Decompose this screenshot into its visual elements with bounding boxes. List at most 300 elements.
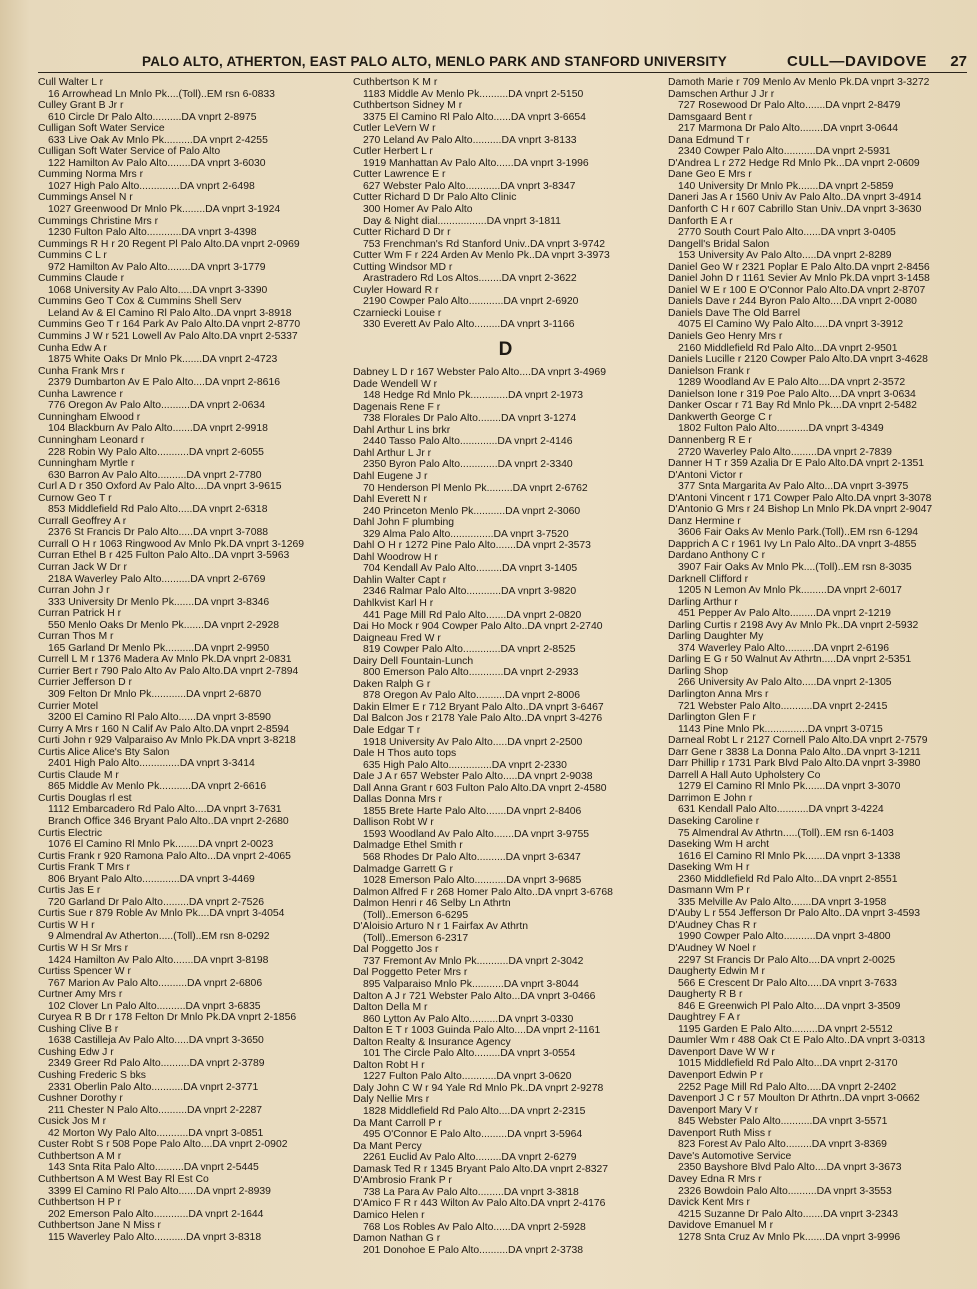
listing-line: Dane Geo E Mrs r	[668, 169, 752, 181]
listing-line: 115 Waverley Palo Alto...........DA vnprt 3-8318	[48, 1231, 262, 1243]
listing-line: 70 Henderson Pl Menlo Pk.........DA vnprt 2-6762	[363, 482, 588, 494]
listing-line: Cuthbertson K M r	[353, 77, 438, 88]
listing-line: 2331 Oberlin Palo Alto...........DA vnprt 2-3771	[48, 1081, 259, 1093]
listing-line: Curran Thos M r	[38, 631, 114, 643]
listing-line: 1227 Fulton Palo Alto............DA vnprt 3-0620	[363, 1071, 572, 1083]
listing-line: 704 Kendall Av Palo Alto.........DA vnprt 3-1405	[363, 563, 578, 575]
listing-line: Daniel Geo W r 2321 Poplar E Palo Alto.DA vnprt 2-8456	[668, 261, 930, 273]
listing-line: D'Antoni Vincent r 171 Cowper Palo Alto.DA vnprt 3-3078	[668, 492, 932, 504]
listing-line: Curtis Sue r 879 Roble Av Mnlo Pk....DA vnprt 3-4054	[38, 908, 285, 920]
listing-line: 800 Emerson Palo Alto............DA vnprt 2-2933	[363, 667, 579, 679]
listing-line: 2376 St Francis Dr Palo Alto.....DA vnprt 3-7088	[48, 527, 269, 539]
listing-line: Davidove Emanuel M r	[668, 1220, 774, 1232]
listing-line: 4075 El Camino Wy Palo Alto.....DA vnprt 3-3912	[678, 319, 904, 331]
listing-line: Dahl Arthur L Jr r	[353, 447, 432, 459]
listing-line: 727 Rosewood Dr Palo Alto.......DA vnprt 2-8479	[678, 100, 901, 112]
listing-line: Dahlkvist Karl H r	[353, 597, 434, 609]
listing-line: D'Ambrosio Frank P r	[353, 1175, 452, 1187]
listing-line: 1027 Greenwood Dr Mnlo Pk........DA vnprt 3-1924	[48, 204, 281, 216]
listing-line: 1289 Woodland Av E Palo Alto....DA vnprt 2-3572	[678, 377, 906, 389]
listing-line: 860 Lytton Av Palo Alto..........DA vnprt 3-0330	[363, 1013, 574, 1025]
listing-line: 122 Hamilton Av Palo Alto........DA vnprt 3-6030	[48, 157, 266, 169]
listing-line: 2770 South Court Palo Alto......DA vnprt 3-0405	[678, 227, 896, 239]
listing-line: Curtis W H Sr Mrs r	[38, 943, 129, 955]
listing-line: Daly Nellie Mrs r	[353, 1094, 430, 1106]
listing-line: 165 Garland Dr Menlo Pk..........DA vnprt 2-9950	[48, 642, 270, 654]
listing-line: 631 Kendall Palo Alto...........DA vnprt 3-4224	[678, 804, 884, 816]
listing-line: 1205 N Lemon Av Mnlo Pk.........DA vnprt 2-6017	[678, 585, 902, 597]
listing-line: Cuthbertson Sidney M r	[353, 100, 463, 112]
listing-line: Daniels Geo Henry Mrs r	[668, 331, 783, 343]
listing-line: 143 Snta Rita Palo Alto..........DA vnprt 2-5445	[48, 1162, 259, 1174]
listing-line: Cunha Edw A r	[38, 342, 107, 354]
listing-line: Curyea R B Dr r 178 Felton Dr Mnlo Pk.DA vnprt 2-1856	[38, 1012, 297, 1024]
listing-line: Cunningham Leonard r	[38, 434, 145, 446]
listing-line: 972 Hamilton Av Palo Alto........DA vnprt 3-1779	[48, 261, 266, 273]
listing-line: Curran John J r	[38, 585, 110, 597]
listing-line: 1278 Snta Cruz Av Mnlo Pk.......DA vnprt 3-9996	[678, 1231, 901, 1243]
listing-line: Damoth Marie r 709 Menlo Av Menlo Pk.DA vnprt 3-3272	[668, 77, 930, 88]
listing-line: 1068 University Av Palo Alto.....DA vnprt 3-3390	[48, 284, 268, 296]
listing-line: Dalmadge Ethel Smith r	[353, 840, 463, 852]
listing-line: 819 Cowper Palo Alto.............DA vnprt 2-8525	[363, 644, 576, 656]
listing-line: Dai Ho Mock r 904 Cowper Palo Alto..DA vnprt 2-2740	[353, 621, 603, 633]
listing-line: Dahl John F plumbing	[353, 517, 455, 529]
listing-line: Cumming Norma Mrs r	[38, 169, 144, 181]
listing-line: 2349 Greer Rd Palo Alto..........DA vnprt 2-3789	[48, 1058, 265, 1070]
listing-line: Daseking Wm H archt	[668, 839, 770, 851]
listing-line: Curtis Alice Alice's Bty Salon	[38, 746, 170, 758]
listing-line: Daniels Dave r 244 Byron Palo Alto....DA vnprt 2-0080	[668, 296, 917, 308]
listing-line: Danielson Frank r	[668, 365, 751, 377]
listing-line: 75 Almendral Av Athrtn.....(Toll)..EM rsn 6-1403	[678, 827, 894, 839]
listing-line: Cuthbertson A M r	[38, 1150, 122, 1162]
listing-line: 309 Felton Dr Mnlo Pk............DA vnprt 2-6870	[48, 688, 262, 700]
listing-line: 1919 Manhattan Av Palo Alto......DA vnprt 3-1996	[363, 157, 589, 169]
listing-line: Dallas Donna Mrs r	[353, 794, 442, 806]
listing-line: 1279 El Camino Rl Mnlo Pk.......DA vnprt 3-3070	[678, 781, 901, 793]
listing-line: 495 O'Connor E Palo Alto.........DA vnprt 3-5964	[363, 1129, 583, 1141]
listing-line: Curran Patrick H r	[38, 608, 122, 620]
listing-line: D'Auby L r 554 Jefferson Dr Palo Alto..DA vnprt 3-4593	[668, 908, 921, 920]
listing-line: Dale H Thos auto tops	[353, 748, 457, 760]
listing-line: 2261 Euclid Av Palo Alto.........DA vnprt 2-6279	[363, 1152, 577, 1164]
listing-line: Darling Curtis r 2198 Avy Av Mnlo Pk..DA vnprt 2-5932	[668, 619, 919, 631]
listing-line: Dahl Eugene J r	[353, 470, 428, 482]
listing-line: 1802 Fulton Palo Alto...........DA vnprt 3-4349	[678, 423, 884, 435]
listing-line: Dagenais Rene F r	[353, 401, 441, 413]
listing-line: Daughtrey F A r	[668, 1012, 741, 1024]
listing-line: Daugherty R B r	[668, 989, 743, 1001]
listing-line: 566 E Crescent Dr Palo Alto.....DA vnprt 3-7633	[678, 977, 897, 989]
listing-line: 1616 El Camino Rl Mnlo Pk.......DA vnprt 3-1338	[678, 850, 901, 862]
listing-line: Damon Nathan G r	[353, 1233, 441, 1245]
listing-line: Daugherty Edwin M r	[668, 966, 766, 978]
listing-line: 300 Homer Av Palo Alto	[363, 204, 473, 216]
listing-line: Currall O H r 1063 Ringwood Av Mnlo Pk.DA vnprt 3-1269	[38, 538, 305, 550]
listing-line: Dall Anna Grant r 603 Fulton Palo Alto.DA vnprt 2-4580	[353, 782, 607, 794]
listing-line: Arastradero Rd Los Altos........DA vnprt 2-3622	[363, 273, 577, 285]
listing-line: Cushing Frederic S bks	[38, 1070, 146, 1082]
listing-column-3	[668, 77, 967, 1285]
listing-line: Da Mant Percy	[353, 1140, 422, 1152]
listing-line: 217 Marmona Dr Palo Alto........DA vnprt 3-0644	[678, 123, 899, 135]
listing-line: D'Aloisio Arturo N r 1 Fairfax Av Athrtn	[353, 921, 529, 933]
listing-line: Davenport Dave W W r	[668, 1046, 775, 1058]
listing-line: Darknell Clifford r	[668, 573, 749, 585]
listing-line: Daken Ralph G r	[353, 678, 431, 690]
listing-line: Darrimon E John r	[668, 792, 753, 804]
listing-line: 776 Oregon Av Palo Alto..........DA vnprt 2-0634	[48, 400, 265, 412]
listing-line: Da Mant Carroll P r	[353, 1117, 442, 1129]
listing-line: 1112 Embarcadero Rd Palo Alto....DA vnprt 3-7631	[48, 804, 282, 816]
listing-line: (Toll)..Emerson 6-6295	[363, 909, 469, 921]
listing-line: 627 Webster Palo Alto............DA vnprt 3-8347	[363, 180, 576, 192]
listing-line: Cunha Lawrence r	[38, 388, 123, 400]
listing-line: Dave's Automotive Service	[668, 1150, 792, 1162]
listing-line: Curnow Geo T r	[38, 492, 112, 504]
listing-line: Darling Shop	[668, 665, 729, 677]
listing-line: 738 La Para Av Palo Alto.........DA vnprt 3-3818	[363, 1186, 579, 1198]
listing-line: Cuthbertson Jane N Miss r	[38, 1220, 162, 1232]
listing-line: 865 Middle Av Menlo Pk...........DA vnprt 2-6616	[48, 781, 267, 793]
listing-line: Cutter Richard D Dr r	[353, 227, 451, 239]
listing-line: Darling Arthur r	[668, 596, 738, 608]
listing-line: Curtiss Spencer W r	[38, 966, 131, 978]
listing-line: 2340 Cowper Palo Alto...........DA vnprt 2-5931	[678, 146, 891, 158]
listing-line: Danielson Ione r 319 Poe Palo Alto....DA vnprt 3-0634	[668, 388, 916, 400]
listing-line: Cummings Christine Mrs r	[38, 215, 159, 227]
listing-line: Damask Ted R r 1345 Bryant Palo Alto.DA vnprt 2-8327	[353, 1163, 609, 1175]
listing-line: 3375 El Camino Rl Palo Alto......DA vnprt 3-6654	[363, 111, 586, 123]
listing-line: Daniels Lucille r 2120 Cowper Palo Alto.DA vnprt 3-4628	[668, 354, 928, 366]
listing-line: 845 Webster Palo Alto...........DA vnprt 3-5571	[678, 1116, 888, 1128]
listing-line: Darlington Anna Mrs r	[668, 688, 769, 700]
listing-line: Darlington Glen F r	[668, 712, 756, 724]
listing-line: Dahl O H r 1272 Pine Palo Alto.......DA vnprt 2-3573	[353, 540, 591, 552]
listing-line: Cummins J W r 521 Lowell Av Palo Alto.DA vnprt 2-5337	[38, 331, 298, 343]
listing-line: 2401 High Palo Alto..............DA vnprt 3-3414	[48, 758, 255, 770]
listing-line: Dale Edgar T r	[353, 724, 421, 736]
listing-line: 330 Everett Av Palo Alto.........DA vnprt 3-1166	[363, 319, 575, 331]
listing-line: 1195 Garden E Palo Alto.........DA vnprt 2-5512	[678, 1023, 893, 1035]
listing-line: 1230 Fulton Palo Alto............DA vnprt 3-4398	[48, 227, 257, 239]
listing-line: Danforth E A r	[668, 215, 733, 227]
listing-line: Cummins Geo T Cox & Cummins Shell Serv	[38, 296, 242, 308]
listing-line: 630 Barron Av Palo Alto..........DA vnprt 2-7780	[48, 469, 262, 481]
listing-line: Dalton Della M r	[353, 1002, 428, 1014]
listing-line: Darr Phillip r 1731 Park Blvd Palo Alto.DA vnprt 3-3980	[668, 758, 921, 770]
listing-line: 738 Florales Dr Palo Alto........DA vnprt 3-1274	[363, 413, 577, 425]
listing-line: Daniels Dave The Old Barrel	[668, 307, 801, 319]
listing-line: Daseking Caroline r	[668, 816, 760, 827]
listing-line: 1828 Middlefield Rd Palo Alto....DA vnprt 2-2315	[363, 1106, 586, 1118]
listing-line: Darling E G r 50 Walnut Av Athrtn.....DA vnprt 2-5351	[668, 654, 912, 666]
listing-line: Cummings R H r 20 Regent Pl Palo Alto.DA vnprt 2-0969	[38, 238, 300, 250]
listing-line: Davenport Edwin P r	[668, 1070, 764, 1082]
listing-line: 1027 High Palo Alto..............DA vnprt 2-6498	[48, 180, 255, 192]
listing-line: 2190 Cowper Palo Alto............DA vnprt 2-6920	[363, 296, 579, 308]
listing-line: Dairy Dell Fountain-Lunch	[353, 655, 474, 667]
listing-line: 721 Webster Palo Alto...........DA vnprt 2-2415	[678, 700, 888, 712]
listing-line: Dankwerth George C r	[668, 411, 772, 423]
listing-line: Curtis Electric	[38, 827, 103, 839]
listing-line: Cuthbertson A M West Bay Rl Est Co	[38, 1173, 209, 1185]
listing-line: Branch Office 346 Bryant Palo Alto..DA vnprt 2-2680	[48, 816, 289, 827]
listing-line: 2350 Byron Palo Alto.............DA vnprt 2-3340	[363, 459, 573, 471]
listing-line: 153 University Av Palo Alto.....DA vnprt 2-8289	[678, 250, 892, 262]
listing-line: 635 High Palo Alto...............DA vnprt 2-2330	[363, 759, 567, 771]
listing-line: Dalton E T r 1003 Guinda Palo Alto....DA vnprt 2-1161	[353, 1025, 601, 1037]
listing-line: 102 Clover Ln Palo Alto..........DA vnprt 3-6835	[48, 1000, 261, 1012]
listing-line: Damschen Arthur J Jr r	[668, 88, 775, 100]
listing-line: 853 Middlefield Rd Palo Alto.....DA vnprt 2-6318	[48, 504, 268, 516]
listing-line: 374 Waverley Palo Alto..........DA vnprt 2-6196	[678, 642, 889, 654]
listing-line: 737 Fremont Av Mnlo Pk...........DA vnprt 2-3042	[363, 955, 584, 967]
listing-line: Daniel John D r 1161 Sevier Av Mnlo Pk.DA vnprt 3-1458	[668, 273, 930, 285]
listing-line: Darneal Robt L r 2127 Cornell Palo Alto.DA vnprt 2-7579	[668, 735, 928, 747]
listing-line: 1638 Castilleja Av Palo Alto.....DA vnprt 3-3650	[48, 1035, 264, 1047]
listing-line: 2350 Bayshore Blvd Palo Alto....DA vnprt 3-3673	[678, 1162, 902, 1174]
listing-line: D'Audney Chas R r	[668, 919, 757, 931]
page-title: PALO ALTO, ATHERTON, EAST PALO ALTO, MENLO PARK AND STANFORD UNIVERSITY	[142, 54, 727, 69]
listing-line: Darr Gene r 3838 La Donna Palo Alto..DA vnprt 3-1211	[668, 746, 921, 758]
listing-line: Dahl Woodrow H r	[353, 551, 438, 563]
listing-line: 633 Live Oak Av Mnlo Pk..........DA vnprt 2-4255	[48, 134, 268, 146]
listing-line: 2326 Bowdoin Palo Alto..........DA vnprt 3-3553	[678, 1185, 892, 1197]
listing-line: Curl A D r 350 Oxford Av Palo Alto....DA vnprt 3-9615	[38, 481, 282, 493]
listing-line: 140 University Dr Mnlo Pk.......DA vnprt 2-5859	[678, 180, 894, 192]
listing-line: Curry A Mrs r 160 N Calif Av Palo Alto.DA vnprt 2-8594	[38, 723, 290, 735]
listing-line: 335 Melville Av Palo Alto.......DA vnprt 3-1958	[678, 896, 887, 908]
listing-line: Davey Edna R Mrs r	[668, 1173, 762, 1185]
listing-line: Dakin Elmer E r 712 Bryant Palo Alto..DA vnprt 3-6467	[353, 701, 604, 713]
listing-line: 823 Forest Av Palo Alto.........DA vnprt 3-8369	[678, 1139, 887, 1151]
listing-line: Curtner Amy Mrs r	[38, 989, 123, 1001]
listing-line: 3399 El Camino Rl Palo Alto......DA vnprt 2-8939	[48, 1185, 271, 1197]
section-letter: D	[498, 339, 513, 361]
listing-line: Danker Oscar r 71 Bay Rd Mnlo Pk....DA vnprt 2-5482	[668, 400, 917, 412]
listing-line: 610 Circle Dr Palo Alto..........DA vnprt 2-8975	[48, 111, 257, 123]
listing-line: Cull Walter L r	[38, 77, 104, 88]
listing-line: Danz Hermine r	[668, 515, 741, 527]
listing-line: Dade Wendell W r	[353, 378, 438, 390]
listing-line: Dalmadge Garrett G r	[353, 863, 453, 875]
listing-line: Custer Robt S r 508 Pope Palo Alto....DA vnprt 2-0902	[38, 1139, 288, 1151]
listing-line: 329 Alma Palo Alto...............DA vnprt 3-7520	[363, 528, 569, 540]
listing-line: 201 Donohoe E Palo Alto..........DA vnprt 2-3738	[363, 1244, 584, 1256]
listing-line: 806 Bryant Palo Alto.............DA vnprt 3-4469	[48, 873, 255, 885]
listing-line: 101 The Circle Palo Alto.........DA vnprt 3-0554	[363, 1048, 576, 1060]
listing-line: Cunha Frank Mrs r	[38, 365, 125, 377]
listing-line: Curti John r 929 Valparaiso Av Mnlo Pk.DA vnprt 3-8218	[38, 735, 296, 747]
listing-line: 720 Garland Dr Palo Alto.........DA vnprt 2-7526	[48, 896, 265, 908]
listing-line: Cunningham Elwood r	[38, 411, 141, 423]
listing-line: 1076 El Camino Rl Mnlo Pk........DA vnprt 2-0023	[48, 839, 274, 851]
listing-line: Daneri Jas A r 1560 Univ Av Palo Alto..DA vnprt 3-4914	[668, 192, 922, 204]
listing-line: Dale J A r 657 Webster Palo Alto.....DA vnprt 2-9038	[353, 771, 593, 783]
listing-line: 767 Marion Av Palo Alto..........DA vnprt 2-6806	[48, 977, 263, 989]
listing-line: Daniel W E r 100 E O'Connor Palo Alto.DA vnprt 2-8707	[668, 284, 926, 296]
listing-line: Dardano Anthony C r	[668, 550, 766, 562]
listing-line: Culligan Soft Water Service of Palo Alto	[38, 146, 221, 158]
listing-line: Dannenberg R E r	[668, 434, 752, 446]
listing-line: Curran Ethel B r 425 Fulton Palo Alto..DA vnprt 3-5963	[38, 550, 290, 562]
listing-line: 228 Robin Wy Palo Alto...........DA vnprt 2-6055	[48, 446, 264, 458]
listing-line: Dalton A J r 721 Webster Palo Alto...DA vnprt 3-0466	[353, 990, 596, 1002]
listing-line: 202 Emerson Palo Alto............DA vnprt 2-1644	[48, 1208, 264, 1220]
listing-line: 218A Waverley Palo Alto..........DA vnprt 2-6769	[48, 573, 266, 585]
listing-line: 2160 Middlefield Rd Palo Alto...DA vnprt 2-9501	[678, 342, 898, 354]
listing-line: Cusick Jos M r	[38, 1116, 107, 1128]
listing-line: Currier Motel	[38, 700, 99, 712]
listing-line: Dapprich A C r 1961 Ivy Ln Palo Alto..DA vnprt 3-4855	[668, 538, 917, 550]
listing-columns	[38, 77, 967, 1285]
listing-line: Czarniecki Louise r	[353, 307, 442, 319]
listing-line: Cushing Clive B r	[38, 1023, 119, 1035]
listing-line: Dal Poggetto Jos r	[353, 944, 439, 956]
listing-line: Davenport J C r 57 Moulton Dr Athrtn..DA vnprt 3-0662	[668, 1093, 920, 1105]
listing-line: 240 Princeton Menlo Pk...........DA vnprt 2-3060	[363, 505, 581, 517]
listing-line: Cushner Dorothy r	[38, 1093, 123, 1105]
listing-line: 895 Valparaiso Mnlo Pk...........DA vnprt 3-8044	[363, 979, 579, 991]
listing-line: Dasmann Wm P r	[668, 885, 750, 897]
listing-line: 1183 Middle Av Menlo Pk..........DA vnprt 2-5150	[363, 88, 584, 100]
listing-line: 16 Arrowhead Ln Mnlo Pk....(Toll)..EM rsn 6-0833	[48, 88, 275, 100]
listing-line: Daumler Wm r 488 Oak Ct E Palo Alto..DA vnprt 3-0313	[668, 1035, 925, 1047]
listing-line: 333 University Dr Menlo Pk.......DA vnprt 3-8346	[48, 596, 270, 608]
listing-line: 1028 Emerson Palo Alto...........DA vnprt 3-9685	[363, 875, 582, 887]
listing-line: 846 E Greenwich Pl Palo Alto....DA vnprt 3-3509	[678, 1000, 901, 1012]
listing-line: Dahl Everett N r	[353, 494, 427, 506]
listing-line: Cuyler Howard R r	[353, 284, 439, 296]
listing-line: Daseking Wm H r	[668, 862, 750, 874]
listing-line: Damico Helen r	[353, 1209, 425, 1221]
listing-line: Curtis Jas E r	[38, 885, 101, 897]
listing-line: Cutter Richard D Dr Palo Alto Clinic	[353, 192, 517, 204]
listing-line: Currell L M r 1376 Madera Av Mnlo Pk.DA vnprt 2-0831	[38, 654, 292, 666]
listing-line: Curtis W H r	[38, 919, 95, 931]
listing-column-2	[353, 77, 658, 1285]
listing-line: Leland Av & El Camino Rl Palo Alto..DA vnprt 3-8918	[48, 307, 292, 319]
listing-line: (Toll)..Emerson 6-2317	[363, 932, 469, 944]
listing-line: 878 Oregon Av Palo Alto..........DA vnprt 2-8006	[363, 690, 580, 702]
listing-line: Dahl Arthur L ins brkr	[353, 424, 451, 436]
listing-line: D'Antonio G Mrs r 24 Bishop Ln Mnlo Pk.DA vnprt 2-9047	[668, 504, 933, 516]
listing-line: Curtis Claude M r	[38, 769, 119, 781]
page-number: 27	[950, 53, 967, 70]
listing-line: Cutter Wm F r 224 Arden Av Menlo Pk..DA vnprt 3-3973	[353, 250, 610, 262]
listing-line: Curran Jack W Dr r	[38, 561, 127, 573]
listing-line: Dalmon Alfred F r 268 Homer Palo Alto..DA vnprt 3-6768	[353, 886, 613, 898]
listing-line: Cutter Lawrence E r	[353, 169, 446, 181]
listing-line: Curtis Frank r 920 Ramona Palo Alto...DA vnprt 2-4065	[38, 850, 291, 862]
listing-line: D'Andrea L r 272 Hedge Rd Mnlo Pk...DA vnprt 2-0609	[668, 157, 920, 169]
listing-line: Day & Night dial.................DA vnprt 3-1811	[363, 215, 561, 227]
listing-line: Danner H T r 359 Azalia Dr E Palo Alto.DA vnprt 2-1351	[668, 458, 925, 470]
listing-line: Davenport Mary V r	[668, 1104, 759, 1116]
listing-line: Cutting Windsor MD r	[353, 261, 453, 273]
listing-line: 2440 Tasso Palo Alto.............DA vnprt 2-4146	[363, 436, 573, 448]
listing-line: Cuthbertson H P r	[38, 1197, 121, 1209]
listing-line: Dahlin Walter Capt r	[353, 574, 447, 586]
listing-line: Culligan Soft Water Service	[38, 123, 165, 135]
listing-line: Daigneau Fred W r	[353, 632, 441, 644]
listing-line: 550 Menlo Oaks Dr Menlo Pk.......DA vnprt 2-2928	[48, 619, 280, 631]
listing-line: Cushing Edw J r	[38, 1046, 114, 1058]
listing-line: 377 Snta Margarita Av Palo Alto...DA vnprt 3-3975	[678, 481, 909, 493]
listing-line: 266 University Av Palo Alto.....DA vnprt 2-1305	[678, 677, 892, 689]
listing-line: 2360 Middlefield Rd Palo Alto...DA vnprt 2-8551	[678, 873, 898, 885]
listing-line: Curtis Douglas rl est	[38, 792, 132, 804]
listing-line: 568 Rhodes Dr Palo Alto..........DA vnprt 3-6347	[363, 852, 581, 863]
listing-line: 2379 Dumbarton Av E Palo Alto....DA vnprt 2-8616	[48, 377, 281, 389]
listing-line: Cutler Herbert L r	[353, 146, 433, 158]
listing-line: 451 Pepper Av Palo Alto.........DA vnprt 2-1219	[678, 608, 891, 620]
listing-line: 3907 Fair Oaks Av Mnlo Pk....(Toll)..EM rsn 8-3035	[678, 561, 912, 573]
listing-line: 148 Hedge Rd Mnlo Pk.............DA vnprt 2-1973	[363, 390, 584, 402]
listing-column-1	[38, 77, 343, 1285]
listing-line: 1875 White Oaks Dr Mnlo Pk.......DA vnprt 2-4723	[48, 354, 278, 366]
listing-line: 42 Morton Wy Palo Alto...........DA vnprt 3-0851	[48, 1127, 264, 1139]
listing-line: 768 Los Robles Av Palo Alto......DA vnprt 2-5928	[363, 1221, 586, 1233]
listing-line: 1424 Hamilton Av Palo Alto.......DA vnprt 3-8198	[48, 954, 269, 966]
listing-line: Darling Daughter My	[668, 631, 764, 643]
listing-line: Davenport Ruth Miss r	[668, 1127, 772, 1139]
page-header	[38, 50, 967, 73]
listing-line: 1015 Middlefield Rd Palo Alto...DA vnprt 2-3170	[678, 1058, 898, 1070]
listing-line: Currall Geoffrey A r	[38, 515, 127, 527]
listing-line: Dalmon Henri r 46 Selby Ln Athrtn	[353, 898, 511, 910]
listing-line: 1143 Pine Mnlo Pk...............DA vnprt 3-0715	[678, 723, 883, 735]
listing-line: Cutler LeVern W r	[353, 123, 436, 135]
listing-line: Cunningham Myrtle r	[38, 458, 135, 470]
listing-line: D'Antoni Victor r	[668, 469, 743, 481]
listing-line: 441 Page Mill Rd Palo Alto.......DA vnprt 2-0820	[363, 609, 582, 621]
listing-line: Cummins C L r	[38, 250, 107, 262]
listing-line: Dalton Robt H r	[353, 1059, 425, 1071]
listing-line: Danforth C H r 607 Cabrillo Stan Univ..DA vnprt 3-3630	[668, 204, 922, 216]
listing-line: Dabney L D r 167 Webster Palo Alto....DA vnprt 3-4969	[353, 367, 606, 379]
listing-line: 3606 Fair Oaks Av Menlo Park.(Toll)..EM rsn 6-1294	[678, 527, 919, 539]
listing-line: D'Audney W Noel r	[668, 943, 757, 955]
listing-line: Cummings Ansel N r	[38, 192, 133, 204]
listing-line: Darrell A Hall Auto Upholstery Co	[668, 769, 821, 781]
listing-line: Currier Jefferson D r	[38, 677, 132, 689]
listing-line: 1918 University Av Palo Alto.....DA vnprt 2-2500	[363, 736, 583, 748]
listing-line: Dal Balcon Jos r 2178 Yale Palo Alto..DA vnprt 3-4276	[353, 713, 603, 725]
guide-words: CULL—DAVIDOVE	[786, 53, 927, 70]
listing-line: D'Amico F R r 443 Wilton Av Palo Alto.DA vnprt 2-4176	[353, 1198, 606, 1210]
listing-line: Dangell's Bridal Salon	[668, 238, 770, 250]
listing-line: Cummins Geo T r 164 Park Av Palo Alto.DA vnprt 2-8770	[38, 319, 301, 331]
listing-line: 2346 Ralmar Palo Alto............DA vnprt 3-9820	[363, 586, 577, 598]
listing-line: 9 Almendral Av Atherton.....(Toll)..EM rsn 8-0292	[48, 931, 270, 943]
listing-line: 1855 Brete Harte Palo Alto.......DA vnprt 2-8406	[363, 805, 582, 817]
listing-line: Dallison Robt W r	[353, 817, 434, 829]
listing-line: Cummins Claude r	[38, 273, 125, 285]
listing-line: Dana Edmund T r	[668, 134, 750, 146]
listing-line: 1990 Cowper Palo Alto...........DA vnprt 3-4800	[678, 931, 891, 943]
listing-line: Culley Grant B Jr r	[38, 100, 124, 112]
listing-line: Currier Bert r 790 Palo Alto Av Palo Alto.DA vnprt 2-7894	[38, 665, 299, 677]
listing-line: 104 Blackburn Av Palo Alto.......DA vnprt 2-9918	[48, 423, 268, 435]
listing-line: Daly John C W r 94 Yale Rd Mnlo Pk..DA vnprt 2-9278	[353, 1082, 604, 1094]
listing-line: 1593 Woodland Av Palo Alto.......DA vnprt 3-9755	[363, 828, 590, 840]
listing-line: Davick Kent Mrs r	[668, 1197, 750, 1209]
listing-line: Dalton Realty & Insurance Agency	[353, 1036, 511, 1048]
listing-line: 753 Frenchman's Rd Stanford Univ..DA vnprt 3-9742	[363, 238, 606, 250]
